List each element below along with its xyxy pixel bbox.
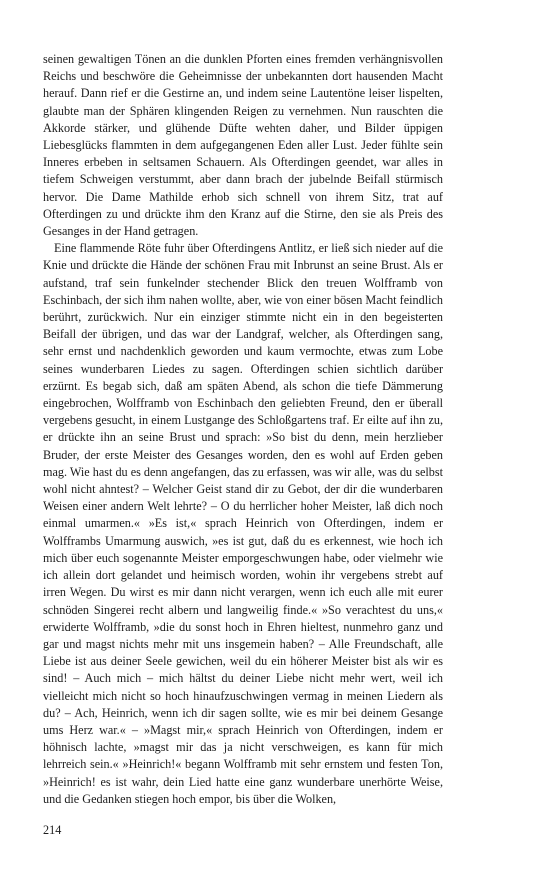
page-number: 214 xyxy=(43,823,62,837)
paragraph-1: seinen gewaltigen Tönen an die dunklen Pforten eines fremden verhängnisvollen Reichs und beschwöre die Geheimnisse der unbekannten dort hausenden Macht herauf. Dann rief er die Gestirne an, und indem seine Lautentöne leiser lispelten, glaubte man der Sphären klingenden Reigen zu vernehmen. Nun rauschten die Akkorde stärker, und glühende Düfte wehten daher, und Bilder üppigen Liebesglücks flammten in dem aufgegangenen Eden aller Lust. Jeder fühlte sein Inneres erbeben in seltsamen Schauern. Als Ofterdingen geendet, war alles in tiefem Schweigen verstummt, aber dann brach der jubelnde Beifall stürmisch hervor. Die Dame Mathilde erhob sich schnell von ihrem Sitz, trat auf Ofterdingen zu und drückte ihm den Kranz auf die Stirne, den sie als Preis des Gesanges in der Hand getragen. xyxy=(43,52,443,239)
paragraph-2: Eine flammende Röte fuhr über Ofterdingens Antlitz, er ließ sich nieder auf die Knie und drückte die Hände der schönen Frau mit Inbrunst an seine Brust. Als er aufstand, traf sein funkelnder stechender Blick den treuen Wolfframb von Eschinbach, der sich ihm nahen wollte, aber, wie von einer bösen Macht feindlich berührt, zurückwich. Nur ein einziger stimmte nicht ein in den begeisterten Beifall der übrigen, und das war der Landgraf, welcher, als Ofterdingen sang, sehr ernst und nachdenklich geworden und kaum vermochte, etwas zum Lobe seines wunderbaren Liedes zu sagen. Ofterdingen schien sichtlich darüber erzürnt. Es begab sich, daß am späten Abend, als schon die tiefe Dämmerung eingebrochen, Wolfframb von Eschinbach den geliebten Freund, den er überall vergebens gesucht, in einem Lustgange des Schloßgartens traf. Er eilte auf ihn zu, er drückte ihn an seine Brust und sprach: »So bist du denn, mein herzlieber Bruder, der erste Meister des Gesanges worden, den es wohl auf Erden geben mag. Wie hast du es denn angefangen, das zu erfassen, was wir alle, was du selbst wohl nicht ahntest? – Welcher Geist stand dir zu Gebot, der dir die wunderbaren Weisen einer andern Welt lehrte? – O du herrlicher hoher Meister, laß dich noch einmal umarmen.« »Es ist,« sprach Heinrich von Ofterdingen, indem er Wolfframbs Umarmung auswich, »es ist gut, daß du es erkennest, wie hoch ich mich über euch sogenannte Meister emporgeschwungen habe, oder vielmehr wie ich allein dort gelandet und heimisch worden, wohin ihr vergebens strebt auf irren Wegen. Du wirst es mir dann nicht verargen, wenn ich euch alle mit eurer schnöden Singerei recht albern und langweilig finde.« »So verachtest du uns,« erwiderte Wolfframb, »die du sonst hoch in Ehren hieltest, nunmehro ganz und gar und magst nichts mehr mit uns insgemein haben? – Alle Freundschaft, alle Liebe ist aus deiner Seele gewichen, weil du ein höherer Meister bist als wir es sind! – Auch mich – mich hältst du deiner Liebe nicht mehr wert, weil ich vielleicht mich nicht so hoch hinaufzuschwingen vermag in meinen Liedern als du? – Ach, Heinrich, wenn ich dir sagen sollte, wie es mir bei deinem Gesange ums Herz war.« – »Magst mir,« sprach Heinrich von Ofterdingen, indem er höhnisch lachte, »magst mir das ja nicht verschweigen, es kann für mich lehrreich sein.« »Heinrich!« begann Wolfframb mit sehr ernstem und festen Ton, »Heinrich! es ist wahr, dein Lied hatte eine ganz wunderbare unerhörte Weise, und die Gedanken stiegen hoch empor, bis über die Wolken, xyxy=(43,241,443,806)
book-page-text xyxy=(43,51,443,808)
